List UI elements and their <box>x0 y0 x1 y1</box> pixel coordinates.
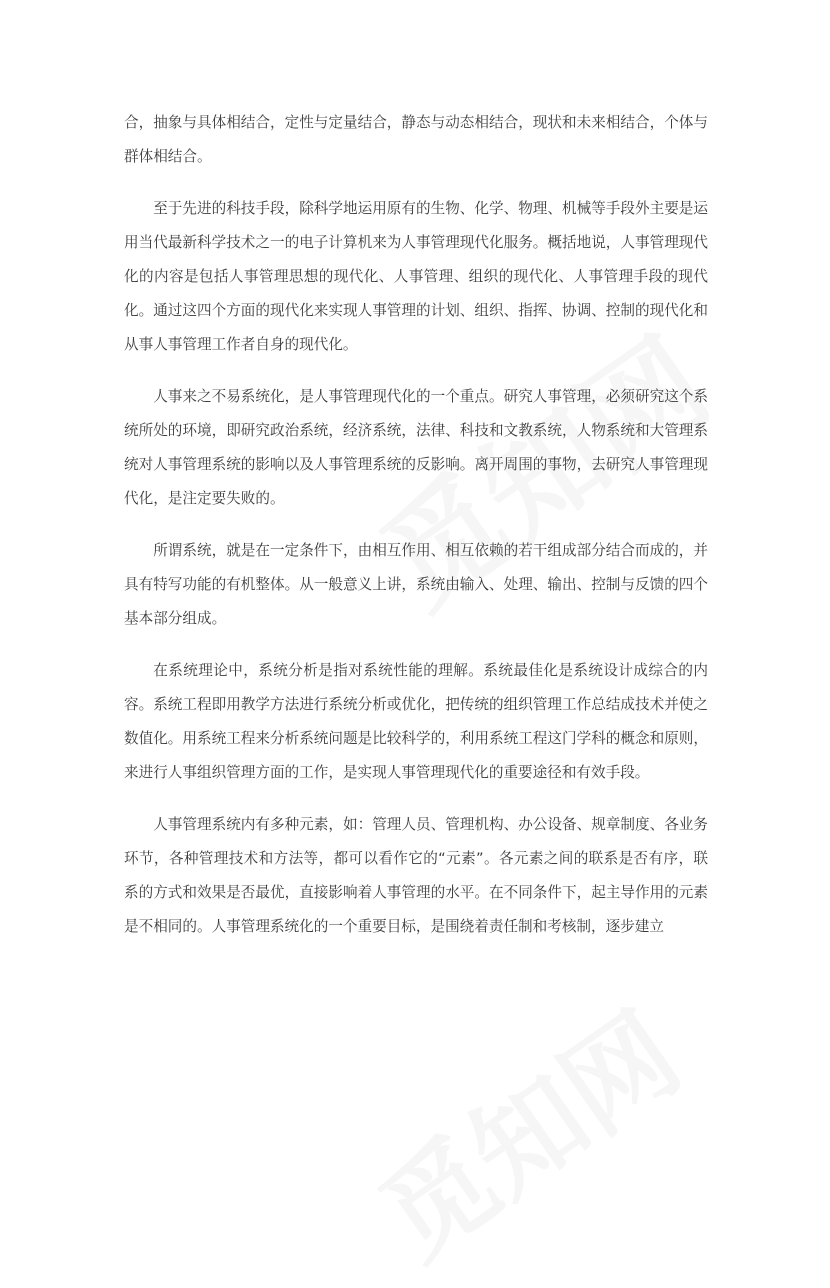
paragraph: 在系统理论中，系统分析是指对系统性能的理解。系统最佳化是系统设计成综合的内容。系统工程即用教学方法进行系统分析或优化，把传统的组织管理工作总结成技术并使之数值化。用系统工程来分析系统问题是比较科学的，利用系统工程这门学科的概念和原则，来进行人事组织管理方面的工作，是实现人事管理现代化的重要途径和有效手段。 <box>124 662 708 781</box>
paragraph: 人事管理系统内有多种元素，如：管理人员、管理机构、办公设备、规章制度、各业务环节，各种管理技术和方法等，都可以看作它的“元素”。各元素之间的联系是否有序，联系的方式和效果是否最优，直接影响着人事管理的水平。在不同条件下，起主导作用的元素是不相同的。人事管理系统化的一个重要目标，是围绕着责任制和考核制，逐步建立 <box>124 816 708 935</box>
paragraph: 人事来之不易系统化，是人事管理现代化的一个重点。研究人事管理，必须研究这个系统所处的环境，即研究政治系统，经济系统，法律、科技和文教系统，人物系统和大管理系统对人事管理系统的影响以及人事管理系统的反影响。离开周围的事物，去研究人事管理现代化，是注定要失败的。 <box>124 388 708 507</box>
document-body <box>124 106 708 962</box>
watermark <box>345 970 706 1288</box>
paragraph: 合，抽象与具体相结合，定性与定量结合，静态与动态相结合，现状和未来相结合，个体与群体相结合。 <box>124 114 708 165</box>
paragraph: 至于先进的科技手段，除科学地运用原有的生物、化学、物理、机械等手段外主要是运用当代最新科学技术之一的电子计算机来为人事管理现代化服务。概括地说，人事管理现代化的内容是包括人事管理思想的现代化、人事管理、组织的现代化、人事管理手段的现代化。通过这四个方面的现代化来实现人事管理的计划、组织、指挥、协调、控制的现代化和从事人事管理工作者自身的现代化。 <box>124 200 708 353</box>
paragraph: 所谓系统，就是在一定条件下，由相互作用、相互依赖的若干组成部分结合而成的，并具有特写功能的有机整体。从一般意义上讲，系统由输入、处理、输出、控制与反馈的四个基本部分组成。 <box>124 542 708 627</box>
